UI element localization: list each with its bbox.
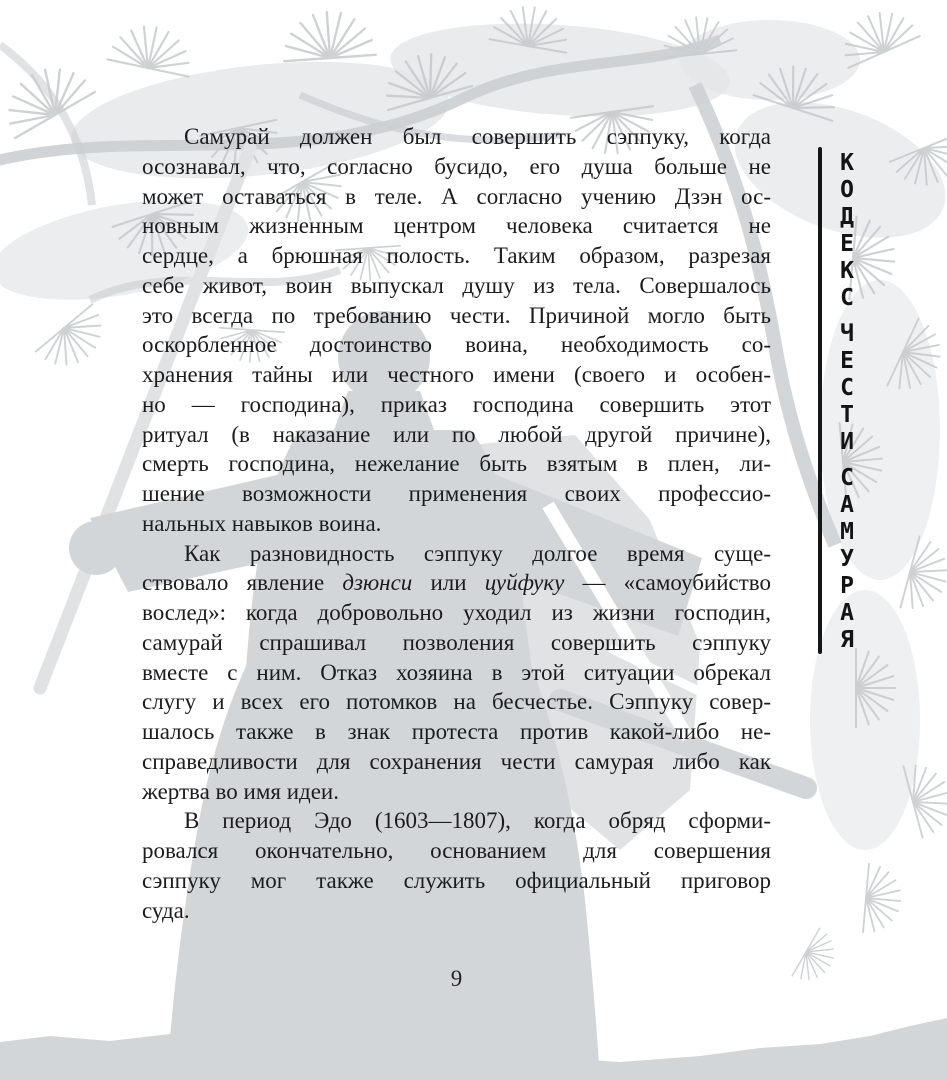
text-segment: смерть господина, нежелание быть взятым в плен, ли- (142, 451, 771, 477)
sidebar-title (829, 150, 865, 654)
text-segment: себе живот, воин выпускал душу из тела. Совершалось (142, 272, 771, 298)
text-segment: ритуал (в наказание или по любой другой причине), (142, 421, 771, 447)
sidebar-word (829, 465, 865, 654)
sidebar-letter: Ч (840, 321, 854, 347)
text-segment: — «самоубийство (564, 570, 771, 596)
sidebar-letter: М (840, 519, 854, 545)
sidebar-letter: Р (840, 573, 854, 599)
text-segment: ствовало явление (142, 570, 343, 596)
text-segment: ровался окончательно, основанием для совершения (142, 838, 771, 863)
text-segment: осознавал, что, согласно бусидо, его душа больше не (142, 153, 771, 179)
text-segment: шение возможности применения своих профессио- (142, 481, 771, 506)
text-segment: или (412, 570, 485, 596)
text-line (142, 211, 771, 241)
text-segment: оскорбленное достоинство воина, необходимость со- (142, 332, 771, 358)
text-line (142, 687, 771, 717)
text-line (142, 390, 771, 420)
text-line (142, 717, 771, 747)
text-line (142, 152, 771, 182)
text-segment: Самурай должен был совершить сэппуку, когда (184, 124, 771, 149)
sidebar-letter: Д (840, 204, 854, 230)
text-line (142, 420, 771, 450)
sidebar-word (829, 150, 865, 312)
sidebar-letter: О (840, 177, 854, 203)
sidebar-letter: И (840, 429, 854, 455)
text-line (142, 360, 771, 390)
text-line (142, 122, 771, 152)
text-line (142, 509, 771, 539)
text-line (142, 568, 771, 598)
text-segment: Как разновидность сэппуку долгое время суще- (184, 540, 771, 566)
sidebar-letter: Е (840, 231, 854, 257)
text-line (142, 330, 771, 360)
text-line (142, 449, 771, 479)
text-segment: сэппуку мог также служить официальный приговор (142, 867, 771, 893)
sidebar-letter: А (840, 492, 854, 518)
text-line (142, 896, 771, 926)
sidebar-vertical-rule (818, 147, 822, 654)
text-line (142, 836, 771, 866)
text-line (142, 539, 771, 569)
text-block (142, 122, 771, 925)
text-line (142, 182, 771, 212)
text-segment: вместе с ним. Отказ хозяина в этой ситуации обрекал (142, 659, 771, 685)
sidebar-letter: Т (840, 402, 854, 428)
text-line (142, 598, 771, 628)
text-segment: самурай спрашивал позволения совершить сэппуку (142, 629, 771, 655)
text-segment: хранения тайны или честного имени (своего и особен- (142, 362, 771, 387)
italic-term: дзюнси (342, 570, 413, 596)
sidebar-letter: Я (840, 627, 854, 653)
page-number: 9 (450, 966, 463, 991)
italic-term: цуйфуку (484, 570, 565, 596)
text-segment: В период Эдо (1603—1807), когда обряд сформи- (184, 808, 771, 834)
text-line (142, 271, 771, 301)
text-line (142, 301, 771, 331)
sidebar-letter: А (840, 600, 854, 626)
text-line (142, 628, 771, 658)
text-line (142, 777, 771, 807)
sidebar-letter: С (840, 285, 854, 311)
text-line (142, 866, 771, 896)
text-segment: суда. (142, 897, 190, 923)
text-segment: может оставаться в теле. А согласно учению Дзэн ос- (142, 183, 771, 209)
text-line (142, 241, 771, 271)
sidebar-letter: К (840, 258, 854, 284)
text-segment: справедливости для сохранения чести самурая либо как (142, 748, 771, 774)
sidebar-word (829, 321, 865, 456)
text-line (142, 747, 771, 777)
sidebar-letter: К (840, 150, 854, 176)
text-line (142, 658, 771, 688)
sidebar-letter: Е (840, 348, 854, 374)
text-line (142, 806, 771, 836)
sidebar-letter: С (840, 375, 854, 401)
text-segment: это всегда по требованию чести. Причиной могло быть (142, 302, 771, 328)
text-segment: но — господина), приказ господина совершить этот (142, 391, 771, 417)
sidebar-letter: У (840, 546, 854, 572)
text-segment: жертва во имя идеи. (142, 778, 339, 804)
text-segment: новным жизненным центром человека считается не (142, 213, 771, 239)
text-segment: шалось также в знак протеста против какой-либо не- (142, 719, 771, 744)
text-segment: слугу и всех его потомков на бесчестье. Сэппуку совер- (142, 689, 771, 715)
text-segment: вослед»: когда добровольно уходил из жизни господин, (142, 600, 771, 625)
text-segment: нальных навыков воина. (142, 510, 382, 536)
text-segment: сердце, а брюшная полость. Таким образом, разрезая (142, 243, 771, 268)
text-line (142, 479, 771, 509)
sidebar-letter: С (840, 465, 854, 491)
